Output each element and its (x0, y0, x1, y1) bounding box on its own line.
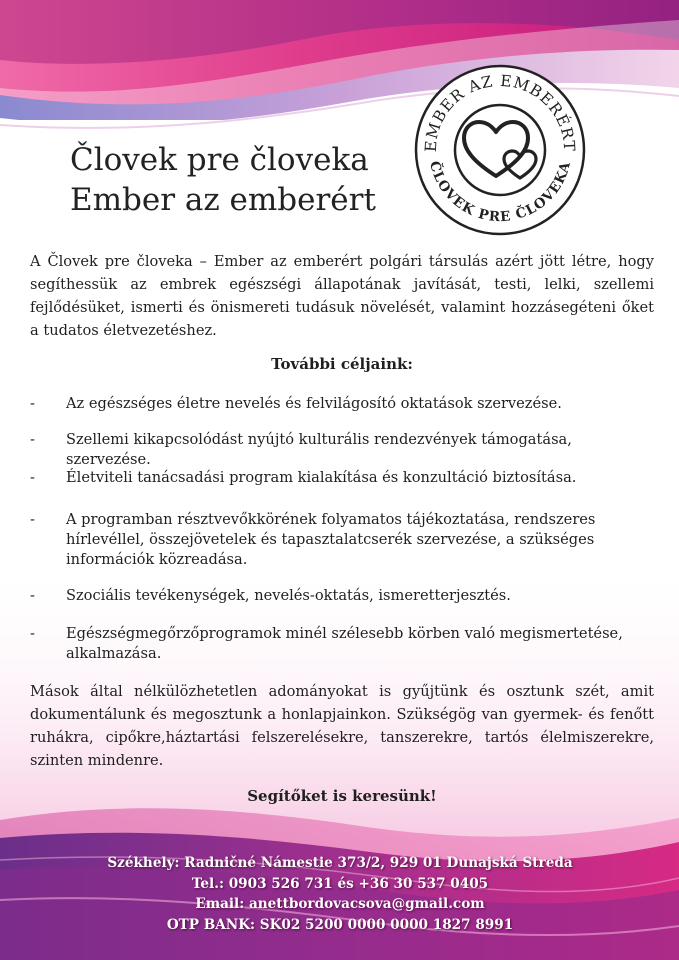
intro-paragraph: A Človek pre človeka – Ember az emberért polgári társulás azért jött létre, hogy segíthessük az embrek egészségi állapotának javítását, testi, lelki, szellemi fejlődésüket, ismerti és önismereti tudásuk növelését, valamint hozzásegéteni őket a tudatos életvezetéshez. (30, 253, 654, 339)
contact-footer (40, 853, 640, 935)
list-bullet: - (30, 395, 35, 412)
donations-paragraph: Mások által nélkülözhetetlen adományokat is gyűjtünk és osztunk szét, amit dokumentálunk és megosztunk a honlapjainkon. Szükségög van gyermek- és fenőtt ruhákra, cipőkre,háztartási felszerelésekre, tanszerekre, tartós élelmiszerekre, szinten mindenre. (30, 683, 654, 769)
page-title (70, 140, 376, 220)
phone-line: Tel.: 0903 526 731 és +36 30 537 0405 (191, 875, 489, 892)
logo-top-text: EMBER AZ EMBERÉRT (421, 71, 579, 153)
list-item-text: Szociális tevékenységek, nevelés-oktatás, ismeretterjesztés. (66, 587, 511, 604)
list-bullet: - (30, 431, 35, 448)
helpers-callout: Segítőket is keresünk! (247, 787, 437, 805)
logo-bottom-text: ČLOVEK PRE ČLOVEKA (425, 159, 575, 226)
bank-line: OTP BANK: SK02 5200 0000 0000 1827 8991 (166, 916, 514, 933)
organization-logo (412, 62, 588, 238)
goals-heading: További céljaink: (271, 355, 413, 373)
list-item-text: Életviteli tanácsadási program kialakítása és konzultáció biztosítása. (66, 469, 577, 486)
address-line: Székhely: Radničné Námestie 373/2, 929 01 Dunajská Streda (107, 855, 573, 871)
list-bullet: - (30, 587, 35, 604)
list-bullet: - (30, 625, 35, 642)
list-item-text: Szellemi kikapcsolódást nyújtó kulturális rendezvények támogatása, szervezése. (66, 431, 572, 468)
title-slovak: Človek pre človeka (70, 142, 369, 178)
title-hungarian: Ember az emberért (70, 182, 376, 218)
list-item-text: Egészségmegőrzőprogramok minél szélesebb körben való megismertetése, alkalmazása. (66, 625, 623, 662)
list-item-text: Az egészséges életre nevelés és felvilágosító oktatások szervezése. (66, 395, 562, 412)
email-line: Email: anettbordovacsova@gmail.com (195, 896, 485, 912)
list-bullet: - (30, 469, 35, 486)
list-bullet: - (30, 511, 35, 528)
list-item-text: A programban résztvevőkkörének folyamatos tájékoztatása, rendszeres hírlevéllel, összejövetelek és tapasztalatcserék szervezése, a szükséges információk közreadása. (66, 511, 596, 568)
